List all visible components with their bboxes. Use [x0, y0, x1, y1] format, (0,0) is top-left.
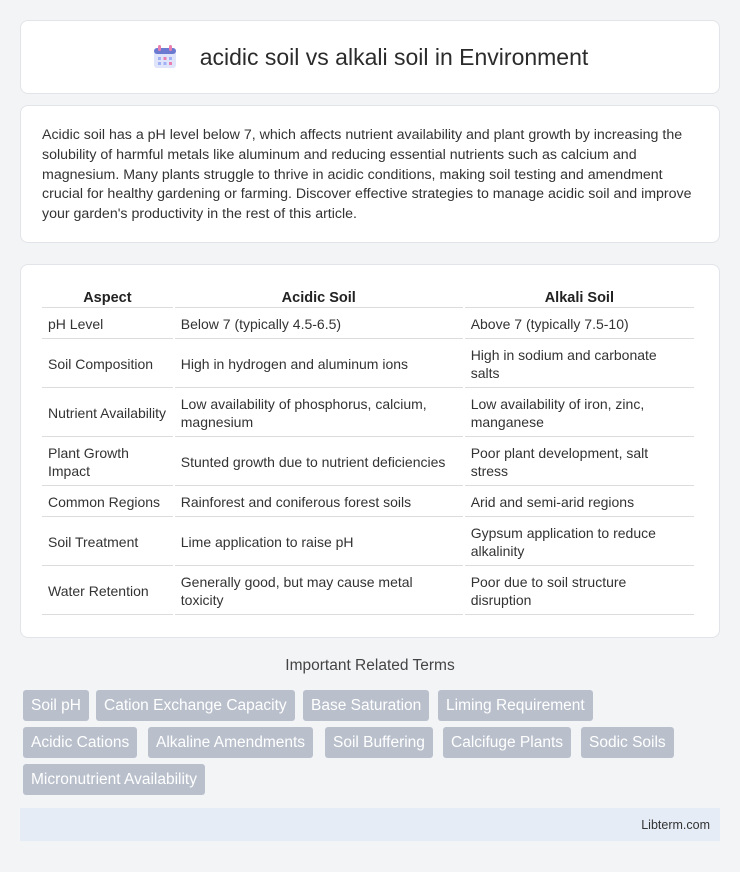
table-cell: High in hydrogen and aluminum ions [175, 339, 463, 388]
table-cell: Low availability of phosphorus, calcium, magnesium [175, 388, 463, 437]
table-cell: Lime application to raise pH [175, 517, 463, 566]
table-cell: Rainforest and coniferous forest soils [175, 486, 463, 517]
intro-card [20, 105, 720, 243]
table-row [42, 486, 694, 517]
term-tag[interactable]: Cation Exchange Capacity [96, 690, 295, 721]
comparison-table [40, 286, 696, 615]
footer-site[interactable]: Libterm.com [641, 817, 710, 832]
calendar-icon [152, 44, 178, 70]
table-cell: Poor due to soil structure disruption [465, 566, 694, 615]
table-row [42, 517, 694, 566]
table-header-row [42, 286, 694, 308]
related-terms-title: Important Related Terms [285, 657, 455, 674]
table-cell: Gypsum application to reduce alkalinity [465, 517, 694, 566]
table-cell: Soil Composition [42, 339, 173, 388]
term-tag[interactable]: Acidic Cations [23, 727, 137, 758]
term-tag[interactable]: Soil pH [23, 690, 89, 721]
header-aspect: Aspect [42, 286, 173, 308]
table-row [42, 437, 694, 486]
term-tag[interactable]: Base Saturation [303, 690, 429, 721]
term-tag[interactable]: Soil Buffering [325, 727, 433, 758]
page-title: acidic soil vs alkali soil in Environment [199, 43, 589, 70]
title-card [20, 20, 720, 94]
table-cell: Poor plant development, salt stress [465, 437, 694, 486]
table-cell: Above 7 (typically 7.5-10) [465, 308, 694, 339]
table-cell: Stunted growth due to nutrient deficiencies [175, 437, 463, 486]
table-row [42, 339, 694, 388]
table-cell: High in sodium and carbonate salts [465, 339, 694, 388]
table-row [42, 566, 694, 615]
comparison-card [20, 264, 720, 638]
table-cell: pH Level [42, 308, 173, 339]
term-tag[interactable]: Liming Requirement [438, 690, 593, 721]
table-cell: Soil Treatment [42, 517, 173, 566]
term-tag[interactable]: Sodic Soils [581, 727, 674, 758]
table-cell: Common Regions [42, 486, 173, 517]
term-tag[interactable]: Calcifuge Plants [443, 727, 571, 758]
table-cell: Nutrient Availability [42, 388, 173, 437]
footer [20, 808, 720, 841]
term-tag[interactable]: Micronutrient Availability [23, 764, 205, 795]
header-alkali: Alkali Soil [465, 286, 694, 308]
table-cell: Water Retention [42, 566, 173, 615]
term-tag[interactable]: Alkaline Amendments [148, 727, 313, 758]
table-cell: Below 7 (typically 4.5-6.5) [175, 308, 463, 339]
table-cell: Arid and semi-arid regions [465, 486, 694, 517]
table-row [42, 308, 694, 339]
header-acidic: Acidic Soil [175, 286, 463, 308]
table-row [42, 388, 694, 437]
table-cell: Low availability of iron, zinc, manganese [465, 388, 694, 437]
table-cell: Plant Growth Impact [42, 437, 173, 486]
intro-text: Acidic soil has a pH level below 7, which affects nutrient availability and plant growth by increasing the solubility of harmful metals like aluminum and reducing essential nutrients such as calcium and magnesium. Many plants struggle to thrive in acidic conditions, making soil testing and amendment crucial for healthy gardening or farming. Discover effective strategies to manage acidic soil and improve your garden's productivity in the rest of this article. [42, 127, 692, 223]
table-cell: Generally good, but may cause metal toxicity [175, 566, 463, 615]
